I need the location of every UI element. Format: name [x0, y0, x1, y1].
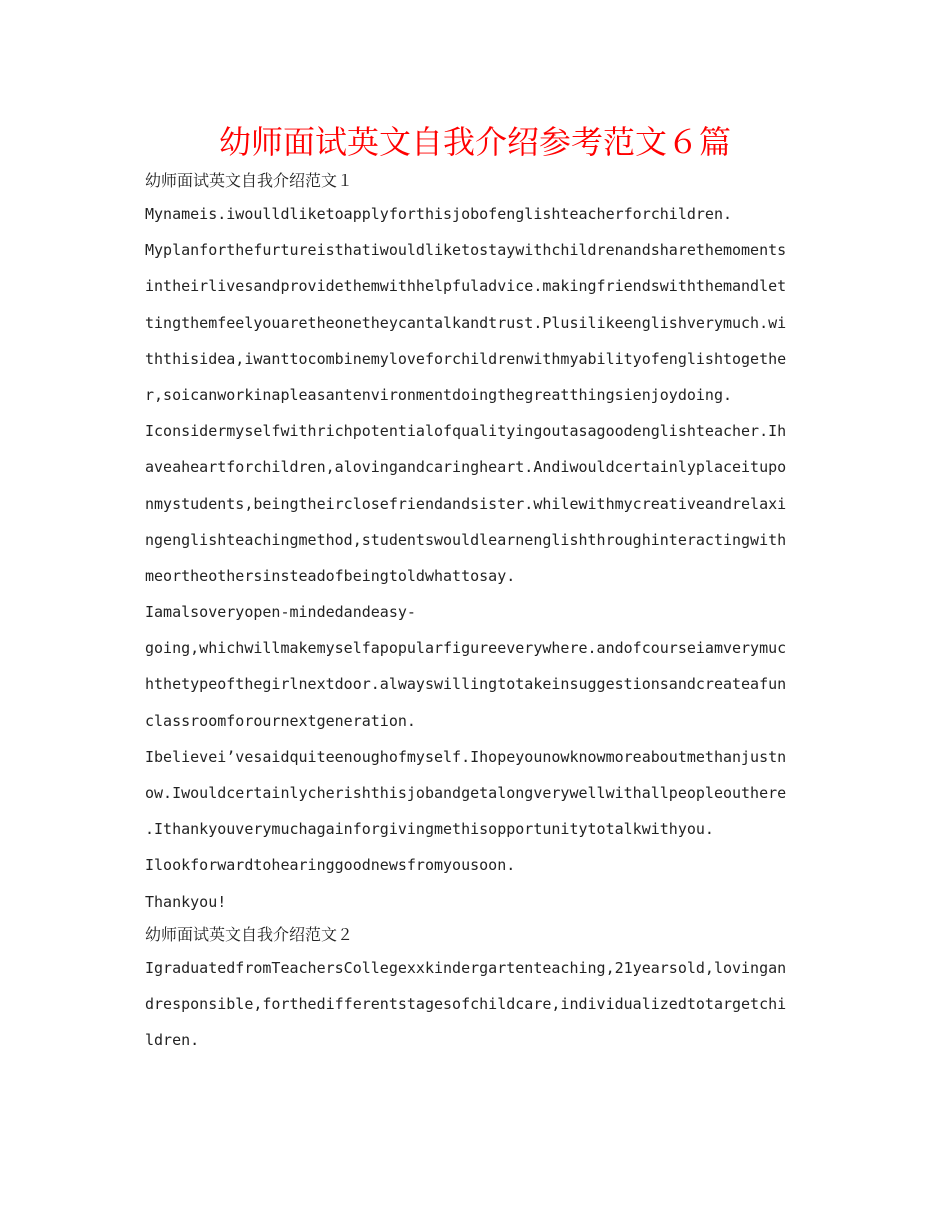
paragraph-line: Iconsidermyselfwithrichpotentialofqualityingoutasagoodenglishteacher.Ih — [145, 422, 787, 441]
paragraph-line: ththisidea,iwanttocombinemyloveforchildrenwithmyabilityofenglishtogethe — [145, 349, 787, 368]
section-heading: 幼师面试英文自我介绍范文１ — [145, 171, 354, 190]
paragraph-line: Ilookforwardtohearinggoodnewsfromyousoon. — [145, 856, 516, 875]
paragraph-line: IgraduatedfromTeachersCollegexxkindergartenteaching,21yearsold,lovingan — [145, 958, 787, 977]
document-body — [145, 166, 810, 1058]
paragraph-line: going,whichwillmakemyselfapopularfigureeverywhere.andofcourseiamverymuc — [145, 639, 787, 658]
document-title: 幼师面试英文自我介绍参考范文６篇 — [218, 123, 731, 161]
paragraph-line: tingthemfeelyouaretheonetheycantalkandtrust.Plusilikeenglishverymuch.wi — [145, 313, 787, 332]
paragraph-line: ow.Iwouldcertainlycherishthisjobandgetalongverywellwithallpeopleouthere — [145, 784, 787, 802]
paragraph-line: meortheothersinsteadofbeingtoldwhattosay. — [145, 566, 516, 585]
paragraph-line: dresponsible,forthedifferentstagesofchildcare,individualizedtotargetchi — [145, 994, 787, 1013]
paragraph-line: intheirlivesandprovidethemwithhelpfuladvice.makingfriendswiththemandlet — [145, 277, 787, 296]
paragraph-line: .Ithankyouverymuchagainforgivingmethisopportunitytotalkwithyou. — [145, 820, 714, 839]
paragraph-line: nmystudents,beingtheirclosefriendandsister.whilewithmycreativeandrelaxi — [145, 494, 787, 513]
paragraph-line: ngenglishteachingmethod,studentswouldlearnenglishthroughinteractingwith — [145, 530, 787, 549]
paragraph-line: Iamalsoveryopen-mindedandeasy- — [145, 603, 416, 622]
paragraph-line: r,soicanworkinapleasantenvironmentdoingthegreatthingsienjoydoing. — [145, 385, 732, 404]
paragraph-line: Thankyou! — [145, 892, 227, 911]
paragraph-line: Ibelievei’vesaidquiteenoughofmyself.Ihopeyounowknowmoreaboutmethanjustn — [145, 747, 787, 766]
paragraph-line: classroomforournextgeneration. — [145, 711, 416, 730]
paragraph-line: Myplanforthefurtureisthatiwouldliketostaywithchildrenandsharethemoments — [145, 241, 787, 260]
paragraph-line: Mynameis.iwoulldliketoapplyforthisjobofenglishteacherforchildren. — [145, 205, 732, 223]
section-heading: 幼师面试英文自我介绍范文２ — [145, 924, 354, 944]
paragraph-line: ldren. — [145, 1031, 200, 1050]
paragraph-line: hthetypeofthegirlnextdoor.alwayswillingtotakeinsuggestionsandcreateafun — [145, 675, 787, 694]
section-1 — [145, 166, 810, 920]
paragraph-line: aveaheartforchildren,alovingandcaringheart.Andiwouldcertainlyplaceitupo — [145, 458, 787, 477]
section-2 — [145, 920, 810, 1059]
